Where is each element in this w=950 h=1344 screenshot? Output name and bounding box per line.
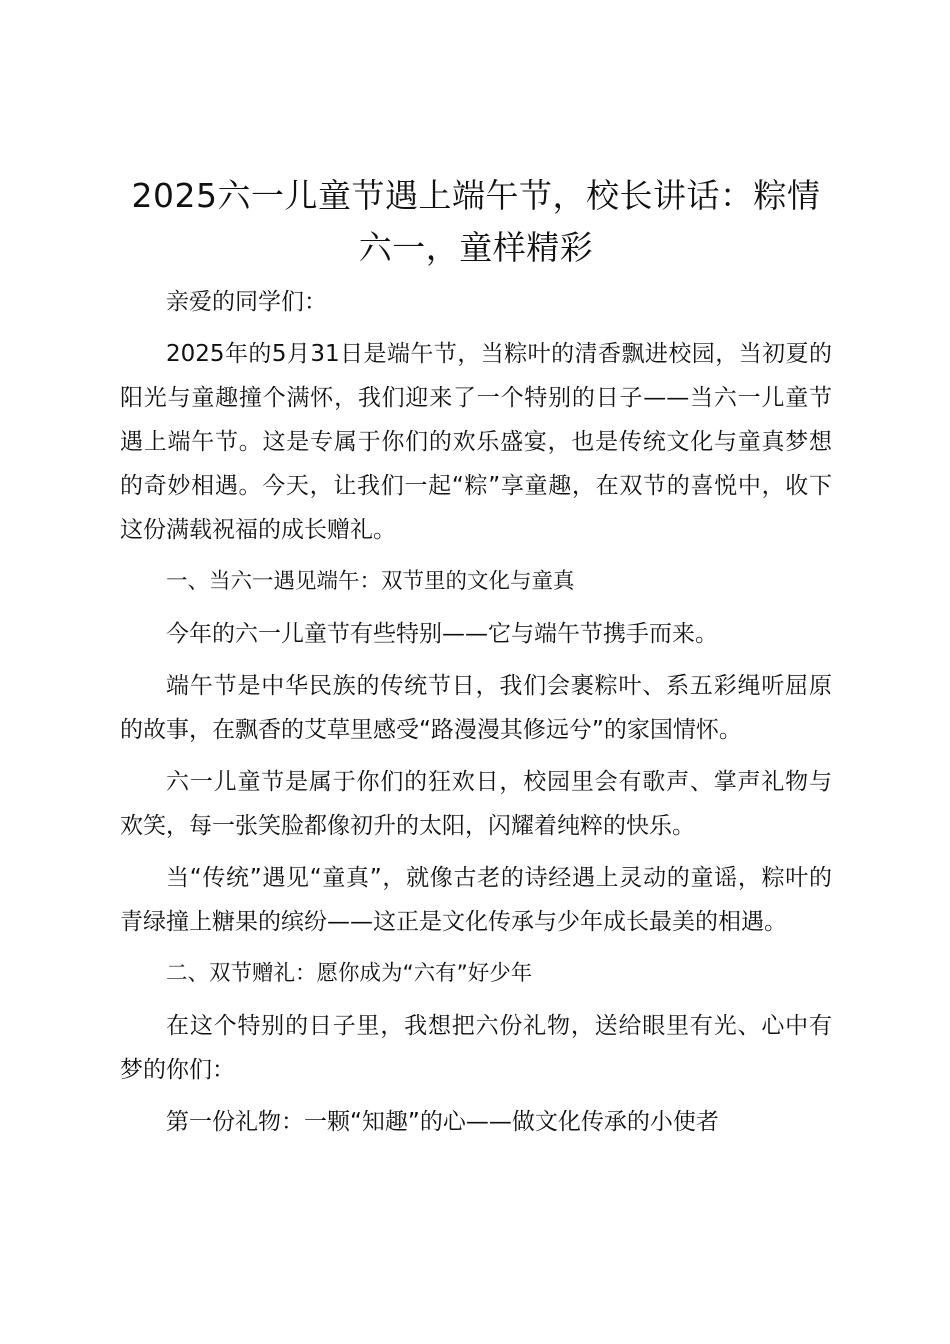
section2-paragraph: 在这个特别的日子里，我想把六份礼物，送给眼里有光、心中有梦的你们： [120, 1013, 832, 1083]
salutation: 亲爱的同学们： [166, 289, 327, 315]
document-body [120, 280, 832, 1144]
section1-paragraph: 当“传统”遇见“童真”，就像古老的诗经遇上灵动的童谣，粽叶的青绿撞上糖果的缤纷——这正是文化传承与少年成长最美的相遇。 [120, 865, 832, 935]
section2-paragraph: 第一份礼物：一颗“知趣”的心——做文化传承的小使者 [166, 1109, 719, 1135]
section1-paragraph: 六一儿童节是属于你们的狂欢日，校园里会有歌声、掌声礼物与欢笑，每一张笑脸都像初升的太阳，闪耀着纯粹的快乐。 [120, 769, 832, 839]
document-title: 2025六一儿童节遇上端午节，校长讲话：粽情六一，童样精彩 [131, 176, 821, 267]
section-heading-2: 二、双节赠礼：愿你成为“六有”好少年 [166, 961, 533, 986]
section1-paragraph: 今年的六一儿童节有些特别——它与端午节携手而来。 [166, 621, 718, 647]
section1-paragraph: 端午节是中华民族的传统节日，我们会裹粽叶、系五彩绳听屈原的故事，在飘香的艾草里感受“路漫漫其修远兮”的家国情怀。 [120, 673, 832, 743]
document-content [120, 170, 832, 1152]
intro-paragraph: 2025年的5月31日是端午节，当粽叶的清香飘进校园，当初夏的阳光与童趣撞个满怀，我们迎来了一个特别的日子——当六一儿童节遇上端午节。这是专属于你们的欢乐盛宴，也是传统文化与童真梦想的奇妙相遇。今天，让我们一起“粽”享童趣，在双节的喜悦中，收下这份满载祝福的成长赠礼。 [120, 341, 832, 543]
section-heading-1: 一、当六一遇见端午：双节里的文化与童真 [166, 569, 575, 594]
